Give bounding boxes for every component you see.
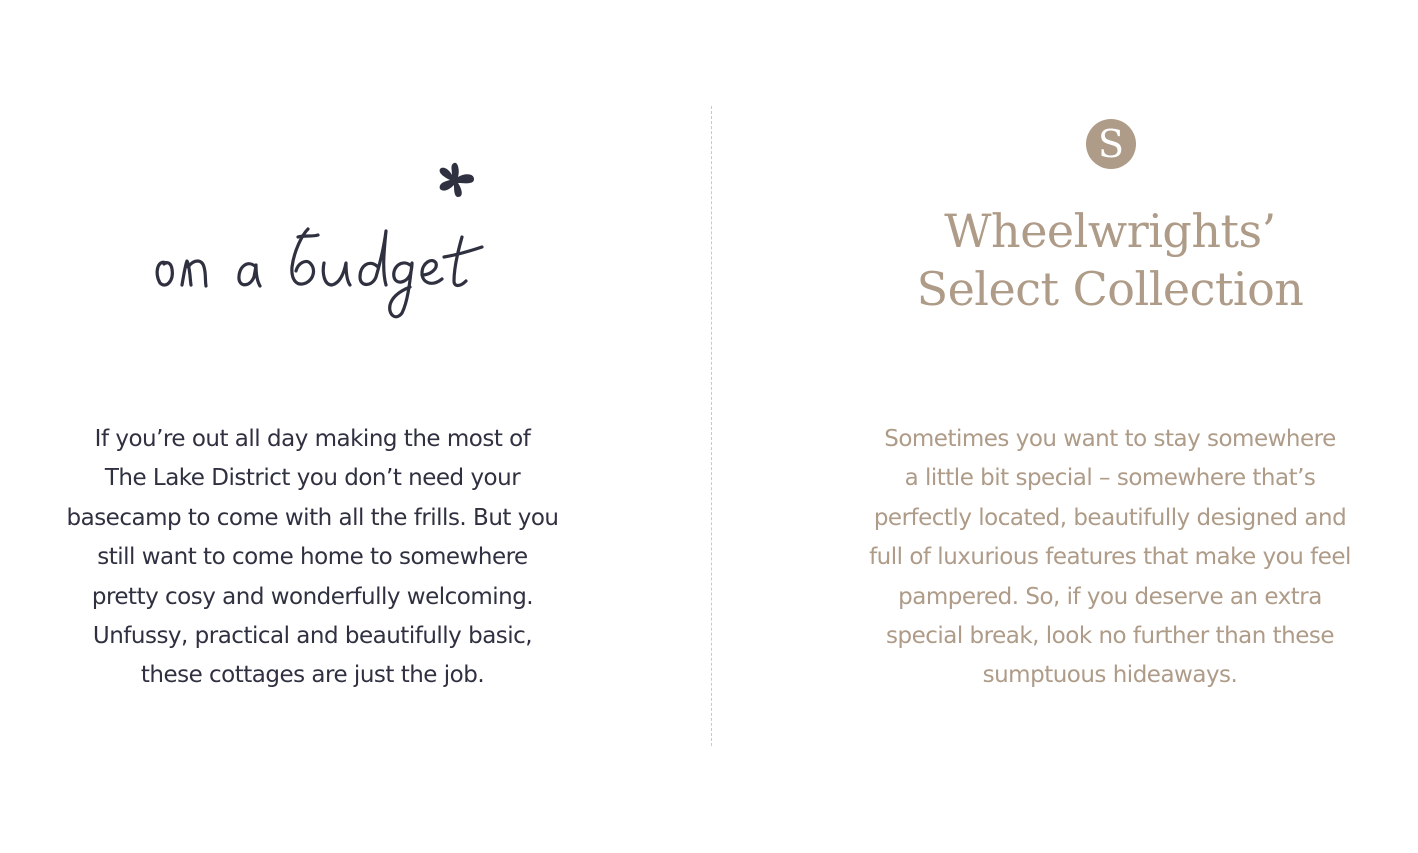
- budget-description-line: The Lake District you don’t need your: [104, 465, 521, 492]
- column-divider: [711, 106, 712, 746]
- budget-description-line: Unfussy, practical and beautifully basic,: [92, 623, 533, 650]
- select-description-line: pampered. So, if you deserve an extra: [898, 583, 1322, 610]
- budget-description-line: these cottages are just the job.: [140, 662, 485, 689]
- select-description-line: full of luxurious features that make you feel: [869, 544, 1351, 571]
- budget-description-line: basecamp to come with all the frills. But you: [66, 504, 559, 531]
- select-description-line: special break, look no further than these: [885, 623, 1335, 650]
- select-description-line: Sometimes you want to stay somewhere: [884, 426, 1336, 452]
- select-description-line: sumptuous hideaways.: [982, 662, 1238, 689]
- select-s-badge-icon: S: [1086, 119, 1136, 169]
- select-title: [860, 202, 1360, 318]
- select-title-line: Wheelwrights’: [944, 204, 1276, 258]
- budget-description: [60, 420, 565, 696]
- select-description-line: a little bit special – somewhere that’s: [904, 465, 1316, 492]
- select-title-line: Select Collection: [916, 262, 1304, 316]
- budget-description-line: pretty cosy and wonderfully welcoming.: [91, 583, 534, 610]
- select-description-line: perfectly located, beautifully designed and: [873, 504, 1347, 531]
- on-a-budget-logo: [140, 155, 500, 330]
- budget-description-line: If you’re out all day making the most of: [94, 426, 531, 452]
- select-description: [860, 420, 1360, 696]
- budget-description-line: still want to come home to somewhere: [97, 544, 528, 571]
